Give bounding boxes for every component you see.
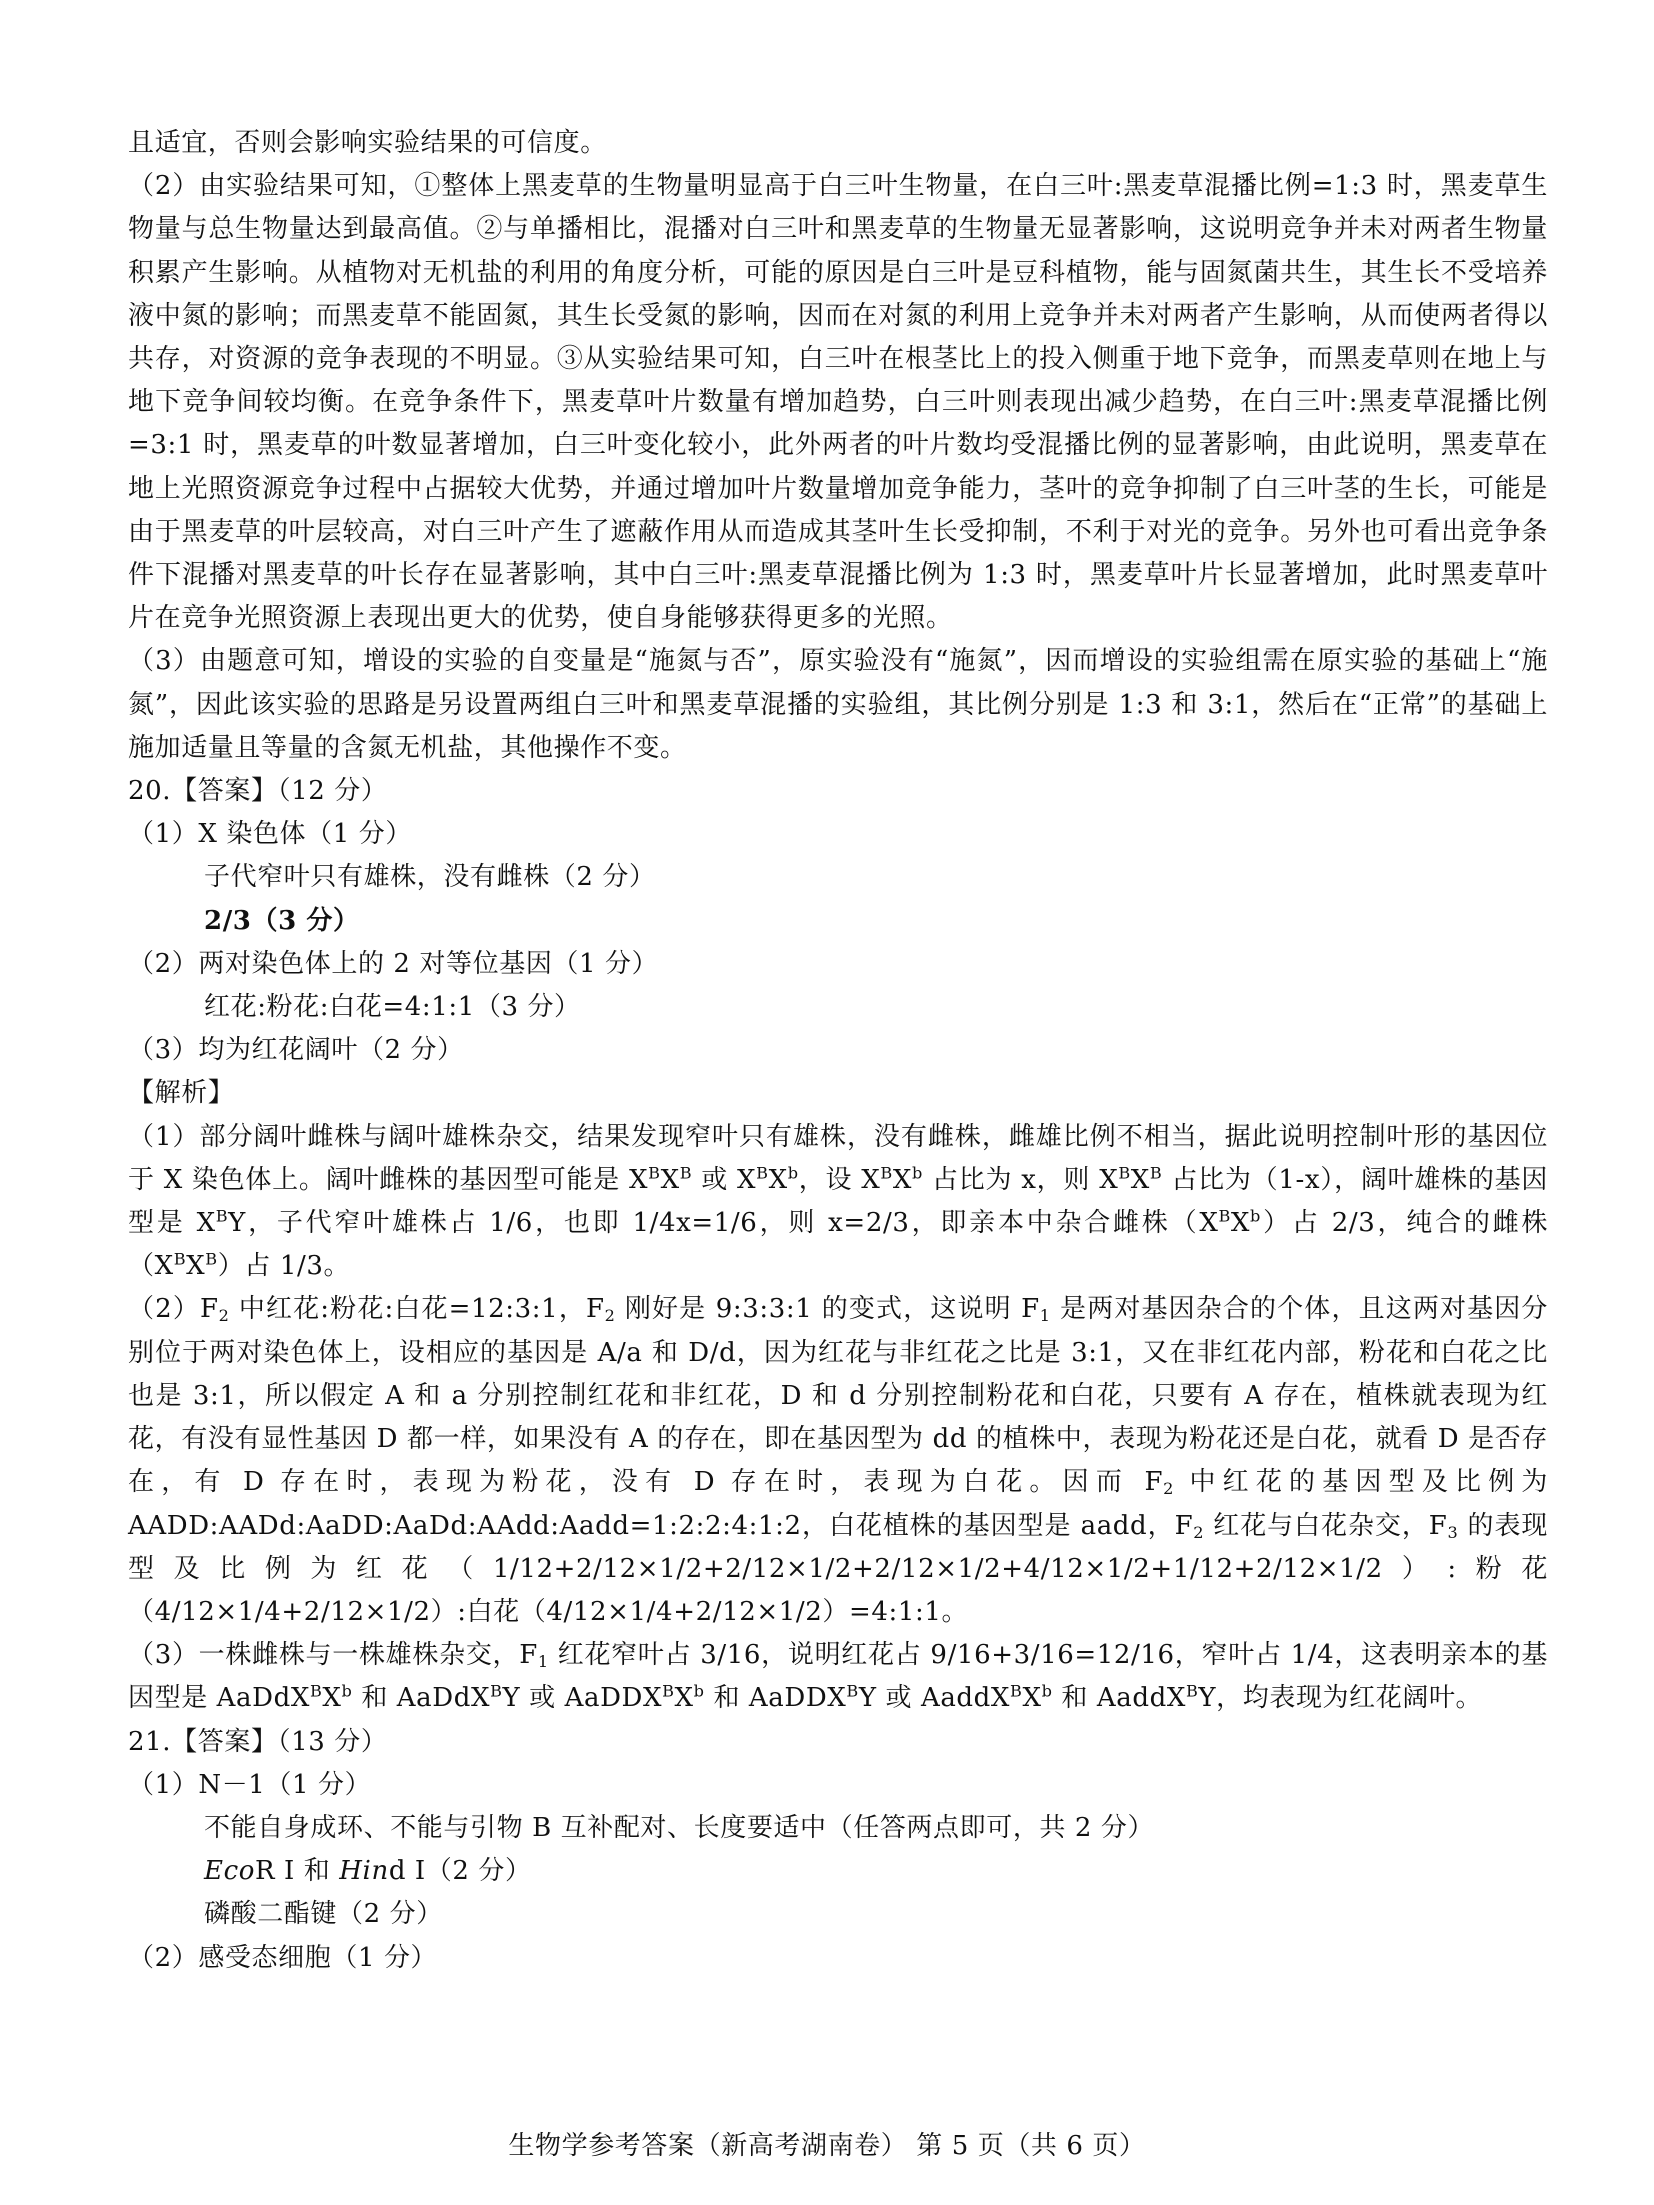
paragraph-continuation: 且适宜，否则会影响实验结果的可信度。 (128, 128, 607, 158)
answer-body (128, 122, 1548, 1980)
q21-answer-1c: 磷酸二酯键（2 分） (204, 1899, 443, 1930)
page-footer: 生物学参考答案（新高考湖南卷） 第 5 页（共 6 页） (508, 2131, 1146, 2161)
q20-analysis-3: （3）一株雌株与一株雄株杂交，$F_1$ 红花窄叶占 3/16，说明红花占 9/16+3/16=12/16，窄叶占 1/4，这表明亲本的基因型是 $AaDdX^BX^b$ 和 AaDdX$^B$Y 或 $AaDDX^BX^b$ 和 AaDDX$^B$Y 或 $AaddX^BX^b$ 和 AaddX$^B$Y，均表现为红花阔叶。 (128, 1640, 1548, 1714)
q20-answer-header: 20.【答案】（12 分） (128, 776, 388, 807)
q21-answer-1a: 不能自身成环、不能与引物 B 互补配对、长度要适中（任答两点即可，共 2 分） (204, 1812, 1155, 1843)
paragraph-q19-2: （2）由实验结果可知，①整体上黑麦草的生物量明显高于白三叶生物量，在白三叶:黑麦草混播比例=1:3 时，黑麦草生物量与总生物量达到最高值。②与单播相比，混播对白三叶和黑麦草的生物量无显著影响，这说明竞争并未对两者生物量积累产生影响。从植物对无机盐的利用的角度分析，可能的原因是白三叶是豆科植物，能与固氮菌共生，其生长不受培养液中氮的影响；而黑麦草不能固氮，其生长受氮的影响，因而在对氮的利用上竞争并未对两者产生影响，从而使两者得以共存，对资源的竞争表现的不明显。③从实验结果可知，白三叶在根茎比上的投入侧重于地下竞争，而黑麦草则在地上与地下竞争间较均衡。在竞争条件下，黑麦草叶片数量有增加趋势，白三叶则表现出减少趋势，在白三叶:黑麦草混播比例=3:1 时，黑麦草的叶数显著增加，白三叶变化较小，此外两者的叶片数均受混播比例的显著影响，由此说明，黑麦草在地上光照资源竞争过程中占据较大优势，并通过增加叶片数量增加竞争能力，茎叶的竞争抑制了白三叶茎的生长，可能是由于黑麦草的叶层较高，对白三叶产生了遮蔽作用从而造成其茎叶生长受抑制，不利于对光的竞争。另外也可看出竞争条件下混播对黑麦草的叶长存在显著影响，其中白三叶:黑麦草混播比例为 1:3 时，黑麦草叶片长显著增加，此时黑麦草叶片在竞争光照资源上表现出更大的优势，使自身能够获得更多的光照。 (128, 171, 1548, 634)
q21-answer-1: （1）N－1（1 分） (128, 1769, 372, 1800)
q21-answer-1b: EcoR Ⅰ 和 Hind Ⅰ（2 分） (204, 1856, 532, 1887)
q20-analysis-2: $(2)F_2$ 中红花:粉花:白花=12:3:1，$F_2$ 刚好是 9:3:3:1 的变式，这说明 $F_1$ 是两对基因杂合的个体，且这两对基因分别位于两对染色体上，设相应的基因是 A/a 和 D/d，因为红花与非红花之比是 3:1，又在非红花内部，粉花和白花之比也是 3:1，所以假定 A 和 a 分别控制红花和非红花，D 和 d 分别控制粉花和白花，只要有 A 存在，植株就表现为红花，有没有显性基因 D 都一样，如果没有 A 的存在，即在基因型为 dd 的植株中，表现为粉花还是白花，就看 D 是否存在，有 D 存在时，表现为粉花，没有 D 存在时，表现为白花。因而 $F_2$ 中红花的基因型及比例为 AADD:AADd:AaDD:AaDd:AAdd:Aadd=1:2:2:4:1:2，白花植株的基因型是 aadd，$F_2$ 红花与白花杂交，$F_3$ 的表现型及比例为红花（1/12+2/12×1/2+2/12×1/2+2/12×1/2+4/12×1/2+1/12+2/12×1/2）:粉花（4/12×1/4+2/12×1/2）:白花（4/12×1/4+2/12×1/2）=4:1:1。 (128, 1294, 1549, 1627)
q20-answer-1c: 2/3（3 分） (204, 905, 360, 936)
q20-answer-1b: 子代窄叶只有雄株，没有雌株（2 分） (204, 862, 656, 893)
q20-answer-1: （1）X 染色体（1 分） (128, 819, 412, 850)
q20-answer-2: （2）两对染色体上的 2 对等位基因（1 分） (128, 948, 659, 979)
q20-answer-2b: 红花:粉花:白花=4:1:1（3 分） (204, 992, 581, 1023)
paragraph-q19-3: （3）由题意可知，增设的实验的自变量是“施氮与否”，原实验没有“施氮”，因而增设的实验组需在原实验的基础上“施氮”，因此该实验的思路是另设置两组白三叶和黑麦草混播的实验组，其比例分别是 1:3 和 3:1，然后在“正常”的基础上施加适量且等量的含氮无机盐，其他操作不变。 (128, 646, 1548, 763)
q21-answer-2: （2）感受态细胞（1 分） (128, 1942, 438, 1973)
q21-answer-header: 21.【答案】（13 分） (128, 1726, 388, 1757)
analysis-header: 【解析】 (128, 1078, 235, 1109)
q20-answer-3: （3）均为红花阔叶（2 分） (128, 1035, 464, 1066)
q20-analysis-1: （1）部分阔叶雌株与阔叶雄株杂交，结果发现窄叶只有雄株，没有雌株，雌雄比例不相当，据此说明控制叶形的基因位于 X 染色体上。阔叶雌株的基因型可能是 $X^BX^B$ 或 $X^BX^b$，设 $X^BX^b$ 占比为 x，则 $X^BX^B$ 占比为（1-x），阔叶雄株的基因型是 $X^BY$，子代窄叶雄株占 1/6，也即 1/4x=1/6，则 x=2/3，即亲本中杂合雌株$(X^BX^b)$占 2/3，纯合的雌株$(X^BX^B)$占 1/3。 (128, 1121, 1549, 1282)
